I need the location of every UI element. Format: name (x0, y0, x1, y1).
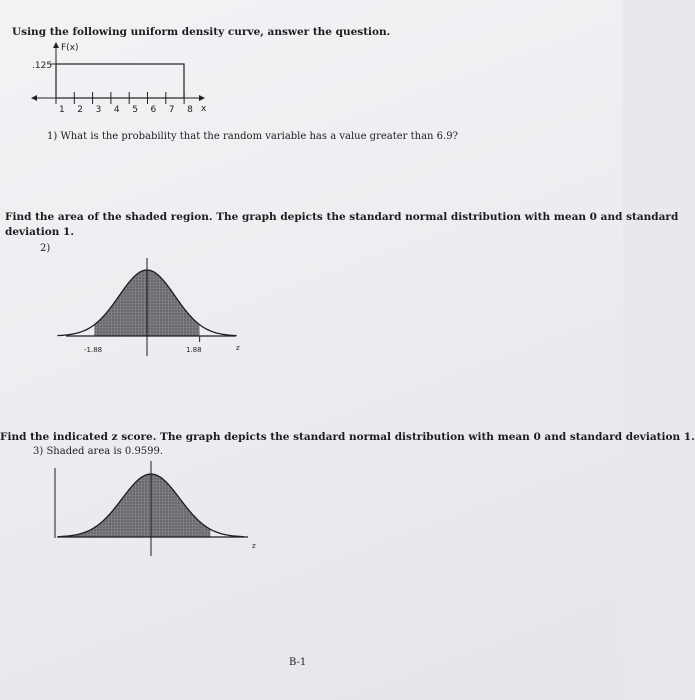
section1-heading: Using the following uniform density curve, answer the question. (12, 26, 391, 38)
x-tick-label-4: 4 (113, 105, 120, 115)
right-boundary-label: 1.88 (186, 346, 202, 354)
density-value-label: .125 (32, 61, 53, 71)
section2-heading: Find the area of the shaded region. The graph depicts the standard normal distribution with mean 0 and standard (5, 211, 679, 223)
x-tick-label-2: 2 (77, 105, 84, 115)
x-tick-label-3: 3 (95, 105, 102, 115)
section3-heading: Find the indicated z score. The graph depicts the standard normal distribution with mean 0 and standard deviation 1. (0, 431, 695, 443)
x-tick-label-1: 1 (59, 105, 65, 115)
x-axis-label: x (201, 104, 207, 114)
z-axis-label: z (252, 542, 256, 550)
y-axis-label: F(x) (61, 43, 79, 53)
x-tick-label-5: 5 (132, 105, 138, 115)
question-1: 1) What is the probability that the random variable has a value greater than 6.9? (47, 131, 458, 142)
z-axis-label: z (236, 344, 240, 352)
x-tick-label-8: 8 (187, 105, 193, 115)
question-3: 3) Shaded area is 0.9599. (33, 446, 164, 457)
page-number: B-1 (289, 657, 307, 668)
left-boundary-label: -1.88 (84, 346, 103, 354)
section2-heading-line2: deviation 1. (5, 226, 75, 238)
question-2-number: 2) (40, 243, 51, 254)
x-tick-label-7: 7 (168, 105, 175, 115)
x-tick-label-6: 6 (150, 105, 157, 115)
